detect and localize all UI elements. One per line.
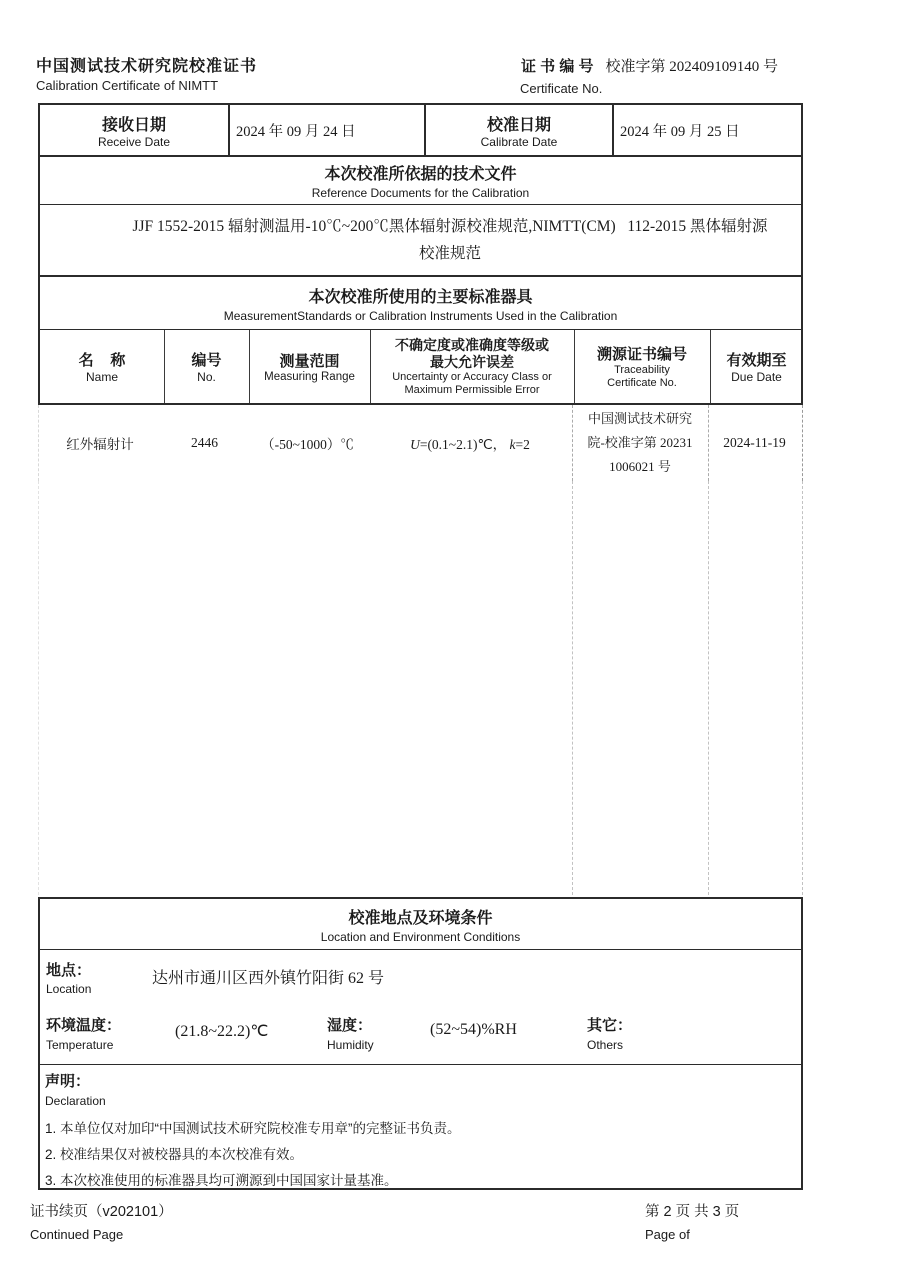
others-label-zh: 其它： <box>587 1017 633 1034</box>
coverage-factor-value: =2 <box>515 437 530 452</box>
col-uncertainty-en1: Uncertainty or Accuracy Class or <box>392 370 552 383</box>
calibrate-date-header <box>426 105 612 155</box>
declaration-divider <box>40 1064 801 1065</box>
uncertainty-symbol: U <box>410 437 420 452</box>
calibrate-date-label-en: Calibrate Date <box>480 134 558 149</box>
coverage-factor-symbol: k <box>509 437 516 452</box>
calibrate-date-label-zh: 校准日期 <box>486 116 551 134</box>
receive-date-value: 2024 年 09 月 24 日 <box>236 123 356 140</box>
receive-date-cell <box>230 105 422 155</box>
page-title: 中国测试技术研究院校准证书 <box>36 58 258 75</box>
location-label-en: Location <box>46 982 92 996</box>
declaration-title-en: Declaration <box>45 1094 106 1108</box>
col-traceability-en2: Certificate No. <box>607 377 677 389</box>
col-no-zh: 编号 <box>191 352 222 369</box>
col-traceability-header <box>574 330 710 403</box>
declaration-title-zh: 声明： <box>45 1073 91 1090</box>
col-name-en: Name <box>85 370 118 384</box>
environment-section-header <box>40 899 801 950</box>
col-name-header <box>40 330 164 403</box>
receive-date-label-en: Receive Date <box>97 134 171 149</box>
col-name-zh: 名 称 <box>78 352 126 369</box>
col-uncertainty-zh1: 不确定度或准确度等级或 <box>395 336 549 353</box>
declaration-item-1: 1. 本单位仅对加印“中国测试技术研究院校准专用章”的完整证书负责。 <box>45 1121 461 1136</box>
standard-no: 2446 <box>191 435 218 450</box>
calibrate-date-value: 2024 年 09 月 25 日 <box>620 123 740 140</box>
dates-table <box>38 103 803 157</box>
environment-box <box>38 897 803 1190</box>
traceability-line1: 中国测试技术研究 <box>587 411 692 426</box>
cell-no <box>162 405 247 481</box>
certificate-number-line <box>521 55 778 76</box>
reference-content <box>18 213 882 267</box>
location-value: 达州市通川区西外镇竹阳街 62 号 <box>152 970 385 987</box>
uncertainty-value: =(0.1~2.1)℃， <box>419 437 507 452</box>
footer-continued-en: Continued Page <box>30 1227 124 1242</box>
certificate-number-label-en: Certificate No. <box>520 81 603 96</box>
empty-table-area <box>38 481 803 895</box>
temperature-value: (21.8~22.2)℃ <box>175 1023 269 1040</box>
cell-range <box>247 405 368 481</box>
traceability-line3: 1006021 号 <box>609 459 671 474</box>
standard-uncertainty <box>410 433 530 453</box>
col-range-zh: 测量范围 <box>279 353 340 370</box>
others-label-en: Others <box>587 1038 624 1052</box>
faint-column-line <box>708 481 709 895</box>
reference-section-header <box>38 157 803 205</box>
standard-name: 红外辐射计 <box>66 437 134 452</box>
standards-title-en: MeasurementStandards or Calibration Instruments Used in the Calibration <box>223 308 618 323</box>
cell-uncertainty <box>368 405 572 481</box>
footer-page-number-en: Page of <box>645 1227 690 1242</box>
traceability-line2: 院-校准字第 20231 <box>587 435 693 450</box>
declaration-item-2: 2. 校准结果仅对被校器具的本次校准有效。 <box>45 1147 304 1162</box>
environment-title-zh: 校准地点及环境条件 <box>348 909 493 927</box>
standards-title-zh: 本次校准所使用的主要标准器具 <box>308 288 533 306</box>
col-traceability-en1: Traceability <box>614 364 670 376</box>
cell-traceability <box>572 405 708 481</box>
reference-content-line2: 校准规范 <box>418 245 481 262</box>
standards-table-header <box>38 330 803 405</box>
faint-column-line <box>572 481 573 895</box>
location-label-zh: 地点： <box>46 962 92 979</box>
humidity-label-zh: 湿度： <box>327 1017 373 1034</box>
cell-due <box>708 405 801 481</box>
humidity-value: (52~54)%RH <box>430 1021 517 1038</box>
declaration-item-3: 3. 本次校准使用的标准器具均可溯源到中国国家计量基准。 <box>45 1173 398 1188</box>
col-uncertainty-zh2: 最大允许误差 <box>430 353 514 370</box>
col-uncertainty-header <box>370 330 574 403</box>
row-edge-line <box>802 405 803 481</box>
receive-date-label-zh: 接收日期 <box>101 116 166 134</box>
cell-name <box>38 405 162 481</box>
temperature-label-en: Temperature <box>46 1038 114 1052</box>
col-no-en: No. <box>197 370 216 384</box>
col-uncertainty-en2: Maximum Permissible Error <box>404 383 540 396</box>
col-range-en: Measuring Range <box>264 371 355 383</box>
certificate-number-value: 校准字第 202409109140 号 <box>605 59 779 75</box>
humidity-label-en: Humidity <box>327 1038 374 1052</box>
standard-range: （-50~1000）℃ <box>261 437 354 452</box>
col-traceability-zh: 溯源证书编号 <box>596 346 687 363</box>
page-title-en: Calibration Certificate of NIMTT <box>36 78 219 93</box>
col-due-en: Due Date <box>731 370 782 384</box>
col-due-header <box>710 330 803 403</box>
reference-content-line1: JJF 1552-2015 辐射测温用-10℃~200℃黑体辐射源校准规范,NIMTT(CM) 112-2015 黑体辐射源 <box>132 218 768 235</box>
faint-column-line <box>38 481 39 895</box>
certificate-number-label: 证 书 编 号 <box>521 58 594 75</box>
standard-due-date: 2024-11-19 <box>723 435 786 450</box>
calibrate-date-cell <box>614 105 801 155</box>
reference-title-zh: 本次校准所依据的技术文件 <box>324 166 517 183</box>
footer-page-number-zh: 第 2 页 共 3 页 <box>645 1204 740 1220</box>
reference-title-en: Reference Documents for the Calibration <box>311 186 530 200</box>
receive-date-header <box>40 105 228 155</box>
environment-title-en: Location and Environment Conditions <box>320 929 521 944</box>
faint-column-line <box>802 481 803 895</box>
standards-table-row <box>38 405 803 481</box>
footer-continued-zh: 证书续页（v202101） <box>30 1204 173 1220</box>
temperature-label-zh: 环境温度： <box>46 1017 122 1034</box>
standards-section-header <box>38 277 803 330</box>
col-range-header <box>249 330 370 403</box>
col-due-zh: 有效期至 <box>726 352 787 369</box>
col-no-header <box>164 330 249 403</box>
